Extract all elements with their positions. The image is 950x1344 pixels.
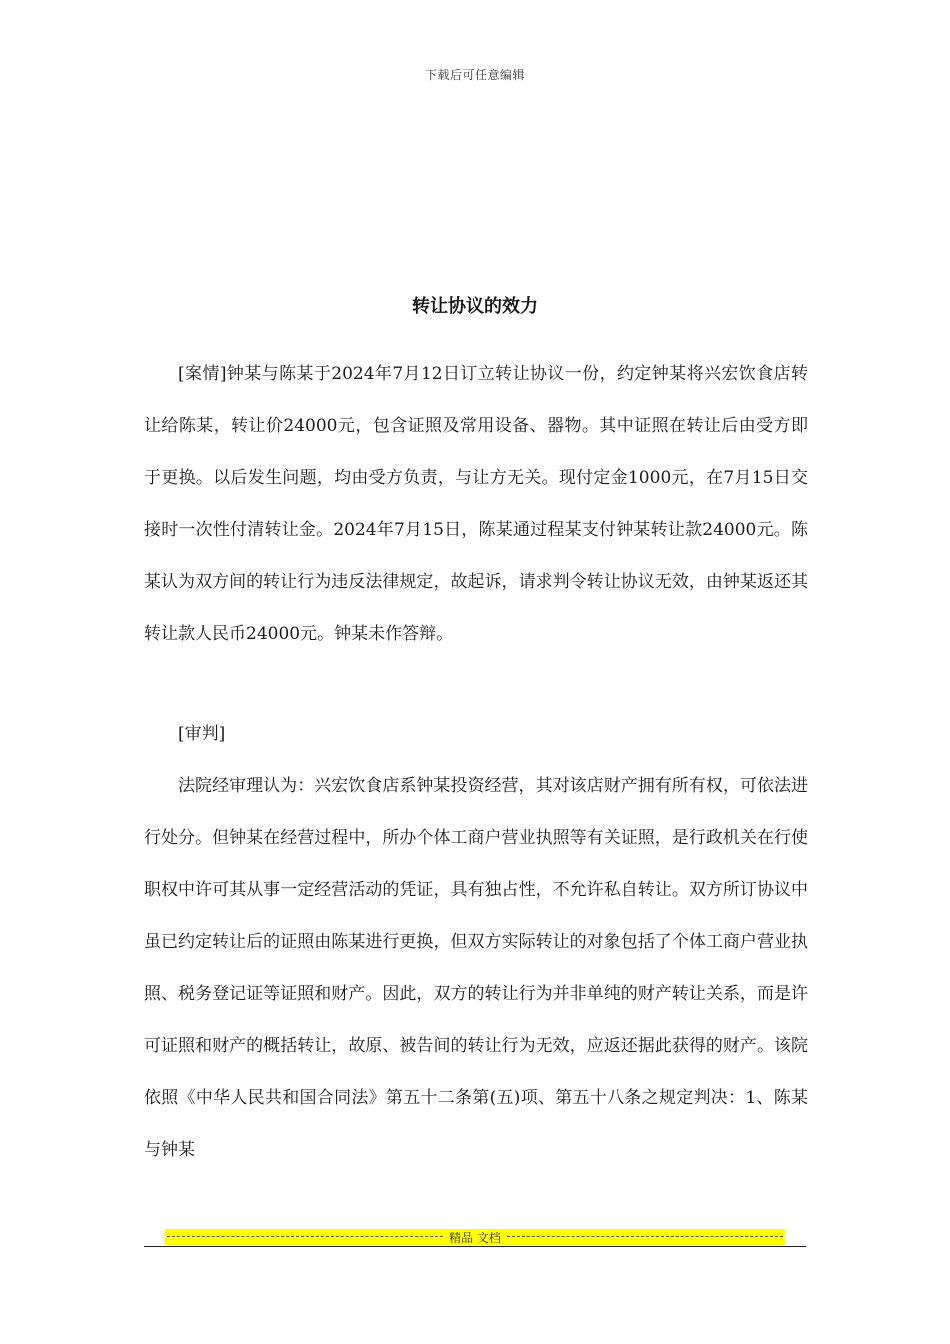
paragraph-case-facts: [案情]钟某与陈某于2024年7月12日订立转让协议一份，约定钟某将兴宏饮食店转让给陈某，转让价24000元，包含证照及常用设备、器物。其中证照在转让后由受方即于更换。以后发生问题，均由受方负责，与让方无关。现付定金1000元，在7月15日交接时一次性付清转让金。2024年7月15日，陈某通过程某支付钟某转让款24000元。陈某认为双方间的转让行为违反法律规定，故起诉，请求判令转让协议无效，由钟某返还其转让款人民币24000元。钟某未作答辩。 bbox=[144, 364, 808, 644]
footer-label: 精品 文档 bbox=[449, 1230, 501, 1245]
paragraph-trial-heading: [审判] bbox=[178, 724, 226, 744]
header-note: 下载后可任意编辑 bbox=[424, 68, 525, 82]
paragraph-court-ruling: 法院经审理认为：兴宏饮食店系钟某投资经营，其对该店财产拥有所有权，可依法进行处分。但钟某在经营过程中，所办个体工商户营业执照等有关证照，是行政机关在行使职权中许可其从事一定经营活动的凭证，具有独占性，不允许私自转让。双方所订协议中虽已约定转让后的证照由陈某进行更换，但双方实际转让的对象包括了个体工商户营业执照、税务登记证等证照和财产。因此，双方的转让行为并非单纯的财产转让关系，而是许可证照和财产的概括转让，故原、被告间的转让行为无效，应返还据此获得的财产。该院依照《中华人民共和国合同法》第五十二条第(五)项、第五十八条之规定判决：1、陈某与钟某 bbox=[144, 776, 808, 1160]
footer-dash-right bbox=[507, 1236, 783, 1238]
footer-dash-left bbox=[167, 1236, 443, 1238]
footer-rule bbox=[144, 1246, 806, 1247]
document-title: 转让协议的效力 bbox=[412, 296, 538, 317]
footer-banner bbox=[165, 1229, 785, 1245]
